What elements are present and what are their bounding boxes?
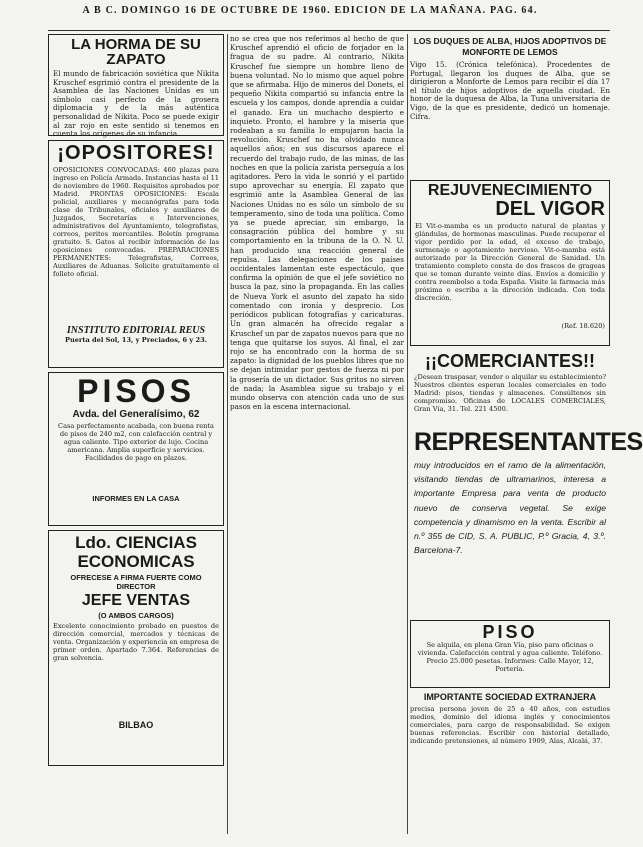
importante-text: precisa persona joven de 25 a 40 años, con estudios medios, dominio del idioma inglés y conocimientos comerciales, para cargo de responsabilidad. Se exigen buenas referencias. Escribir con historial detallado, indicando pretensiones, al número 1909, Alas, Alcalá, 37. — [410, 705, 610, 745]
institute-name: INSTITUTO EDITORIAL REUS — [66, 325, 206, 336]
comerciantes-title: ¡¡COMERCIANTES!! — [425, 351, 595, 371]
header-rule — [48, 30, 610, 31]
norma-title: LA HORMA DE SU ZAPATO — [71, 36, 201, 68]
rejuv-text: El Vit-o-mamba es un producto natural de plantas y glándulas, de hormonas masculinas. Puede recuperar el vigor perdido por la edad, el exceso de trabajo, surmenaje o agotamiento nervioso. Vit-o-mamba está autorizado por la Dirección General de Sanidad. Un tratamiento completo consta de dos frascos de grageas que se toman durante veinte días. Envíos a domicilio y contra reembolso a toda España. Visite la farmacia más próxima o escriba a la dirección indicada. Con toda discreción. — [415, 222, 605, 302]
importante-ad — [410, 692, 610, 788]
piso-ad — [410, 620, 610, 688]
ldo-role-note: (O AMBOS CARGOS) — [98, 611, 174, 620]
rejuv-ref: (Ref. 18.620) — [561, 322, 605, 330]
column-rule-1 — [227, 34, 228, 834]
page-header: A B C. DOMINGO 16 DE OCTUBRE DE 1960. EDICION DE LA MAÑANA. PAG. 64. — [82, 5, 538, 16]
duques-title: LOS DUQUES DE ALBA, HIJOS ADOPTIVOS DE MONFORTE DE LEMOS — [413, 36, 607, 57]
pisos-info: INFORMES EN LA CASA — [92, 494, 180, 503]
representantes-text: muy introducidos en el ramo de la alimentación, visitando tiendas de ultramarinos, interesa a importante Empresa para venta de producto nuevo de conserva vegetal. Se exige competencia y dinamismo en la venta. Escribir al n.º 355 de CID, S. A. PUBLIC, P.º Gracia, 4, 3.º. Barcelona-7. — [414, 460, 606, 556]
pisos-ad — [48, 372, 224, 526]
importante-title: IMPORTANTE SOCIEDAD EXTRANJERA — [423, 692, 597, 702]
opositores-text: OPOSICIONES CONVOCADAS: 460 plazas para ingreso en Policía Armada. Instancias hasta el 11 de noviembre de 1960. Requisitos aprobados por Madrid. PRONTAS OPOSICIONES: Escala policial, auxiliares y mecanógrafas para toda clase de Tribunales, oficiales y auxiliares de Juzgados, Secretarías e Intervenciones, administrativos del Ayuntamiento, telegrafistas, correos, peritos mercantiles. Boletín programa gratuito. S. Gatos al recibir información de las oposiciones convocadas. PREPARACIONES PERMANENTES: Telegrafistas, Correos, Auxiliares de Aduanas. Solicite gratuitamente el folleto oficial. — [53, 166, 219, 278]
rejuv-title-1: REJUVENECIMIENTO — [427, 182, 593, 199]
representantes-title: REPRESENTANTES — [414, 428, 643, 456]
representantes-ad — [410, 428, 643, 616]
ldo-offer: OFRECESE A FIRMA FUERTE COMO DIRECTOR — [70, 573, 202, 591]
ldo-city: BILBAO — [118, 720, 154, 730]
opositores-ad — [48, 140, 224, 368]
ldo-ad — [48, 530, 224, 766]
piso-text: Se alquila, en plena Gran Vía, piso para oficinas o vivienda. Calefacción central y agua caliente. Teléfono. Precio 25.000 pesetas. Informes: Calle Mayor, 12, Portería. — [417, 641, 603, 673]
ldo-role: JEFE VENTAS — [81, 592, 191, 609]
ldo-title: Ldo. CIENCIAS ECONOMICAS — [75, 533, 197, 571]
pisos-title: PISOS — [77, 373, 195, 409]
comerciantes-text: ¿Desean traspasar, vender o alquilar su establecimiento? Nuestros clientes esperan locales comerciales en todo Madrid: pisos, tiendas y almacenes. Consúltenos sin compromiso. Oficinas de LOCALES COMERCIALES, Gran Vía, 31. Tel. 221 4500. — [414, 373, 606, 413]
comerciantes-ad — [410, 350, 610, 424]
pisos-text: Casa perfectamente acabada, con buena renta de pisos de 240 m2, con calefacción central y agua caliente. Tipo exterior de lujo. Cocina americana. Amplia superficie y servicios. Facilidades de pago en plazos. — [58, 422, 214, 462]
rejuvenecimiento-ad — [410, 180, 610, 346]
opositores-title: ¡OPOSITORES! — [57, 142, 215, 164]
norma-article — [48, 34, 224, 139]
column-2 — [230, 34, 404, 834]
piso-title: PISO — [482, 622, 538, 642]
ldo-text: Excelente conocimiento probado en puestos de dirección comercial, mercados y técnicas de venta. Organización y experiencia en empresa de primer orden. Apartado 7.364. Referencias de gran solvencia. — [53, 622, 219, 662]
institute-address: Puerta del Sol, 13, y Preciados, 6 y 23. — [64, 336, 207, 344]
pisos-street: Avda. del Generalísimo, 62 — [72, 409, 200, 420]
column-rule-2 — [407, 34, 408, 834]
column-3 — [410, 34, 643, 788]
rejuv-title-2: DEL VIGOR — [495, 198, 605, 220]
main-article-text: no se crea que nos referimos al hecho de que Kruschef aprendió el oficio de forjador en la fragua de su padre. Al contrario, Nikita Kruschef fue siempre un hombre lleno de buena voluntad. No lo mismo que aquel pobre que se afirmaba. Hijo de mineros del Donets, el pequeño Nikita compartió su infancia entre la escuela y los campos, donde aprendía a cuidar el ganado. Era un muchacho despierto e inquieto. Pronto, el hambre y la miseria que rodeaban a su familia lo empujaron hacia la revolución. Kruschef no ha olvidado nunca aquellos años; en sus discursos aparece el recuerdo del trabajo rudo, de las minas, de las noches en que la policía zarista perseguía a los agitadores. Pero la vida le sonrió y el partido supo aprovechar su energía. El zapato que esgrimió ante la Asamblea General de las Naciones Unidas no es sólo un símbolo de su temperamento, sino de toda una política. Como ya se puede apreciar, sin embargo, la consagración pública del hombre y su comportamiento en la tribuna de la O. N. U. han producido una reacción general de repulsa. Las delegaciones de los países occidentales lamentan este espectáculo, que confirma la opinión de que el jefe soviético no busca la paz, sino la propaganda. En las calles de Nueva York el asunto del zapato ha sido comentado con ironía y desprecio. Los periódicos publican fotografías y caricaturas. Un gran almacén ha ofrecido regalar a Kruschef un par de zapatos nuevos para que no tenga que quitarse los suyos. Al final, el zar rojo se ha encontrado con la horma de su zapato: la dignidad de los pueblos libres que no se dejan intimidar por gestos de fuerza ni por la grosería de un dictador. Sus gritos no sirven de nada; la Asamblea sigue su trabajo y el mundo observa con atención cada uno de sus pasos en la escena internacional. — [230, 34, 404, 412]
duques-text: Vigo 15. (Crónica telefónica). Procedentes de Portugal, llegaron los duques de Alba, que se dirigieron a Monforte de Lemos para recibir el día 17 el título de hijos adoptivos de aquella ciudad. En honor de la duquesa de Alba, la Tuna universitaria de Vigo, de la que es presidente, dedicó un homenaje. Cifra. — [410, 60, 610, 121]
column-1 — [48, 34, 224, 770]
norma-text: El mundo de fabricación soviética que Nikita Kruschef esgrimió contra el presidente de la Asamblea de las Naciones Unidas es un símbolo casi perfecto de la grosera diplomacia y de la más auténtica personalidad de Nikita. Poco se puede exigir al zar rojo en este sentido si tenemos en cuenta los orígenes de su infancia. — [53, 69, 219, 139]
duques-article — [410, 36, 610, 176]
